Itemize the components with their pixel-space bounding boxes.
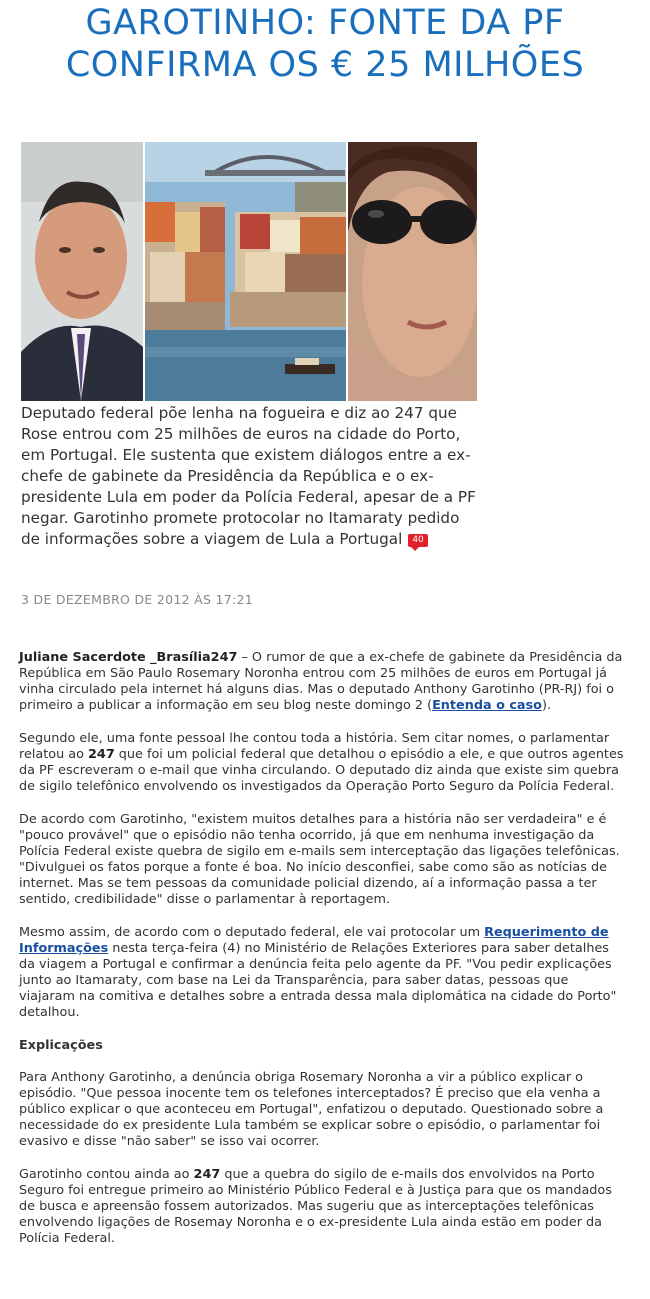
paragraph-6-text-b: que a quebra do sigilo de e-mails dos envolvidos na Porto Seguro foi entregue primeiro ao Ministério Público Federal e à Justiça para que os mandados de busca e apreensão fossem autorizados. Mas sugeriu que as interceptações telefônicas envolvendo ligações de Rosemay Noronha e o ex-presidente Lula ainda estão em poder da Polícia Federal. — [19, 1167, 612, 1246]
requerimento-link[interactable]: Requerimento de Informações — [19, 925, 609, 956]
paragraph-4-text-a: Mesmo assim, de acordo com o deputado federal, ele vai protocolar um — [19, 925, 485, 940]
comment-count-badge[interactable]: 40 — [408, 534, 427, 547]
section-heading-explicacoes: Explicações — [19, 1038, 103, 1053]
entenda-o-caso-link[interactable]: Entenda o caso — [432, 698, 542, 713]
paragraph-4 — [19, 925, 624, 1021]
article-body — [19, 650, 624, 1264]
paragraph-5: Para Anthony Garotinho, a denúncia obriga Rosemary Noronha a vir a público explicar o episódio. "Que pessoa inocente tem os telefones interceptados? É preciso que ela venha a público explicar o que aconteceu em Portugal", enfatizou o deputado. Questionado sobre a necessidade do ex presidente Lula também se explicar sobre o episódio, o parlamentar foi evasivo e disse "não saber" se isso vai ocorrer. — [19, 1070, 604, 1149]
paragraph-4-text-b: nesta terça-feira (4) no Ministério de Relações Exteriores para saber detalhes da viagem a Portugal e confirmar a denúncia feita pelo agente da PF. "Vou pedir explicações junto ao Itamaraty, com base na Lei da Transparência, para saber datas, pessoas que viajaram na comitiva e detalhes sobre a entrada dessa mala diplomática na cidade do Porto" detalhou. — [19, 941, 617, 1020]
article-date: 3 DE DEZEMBRO DE 2012 ÀS 17:21 — [21, 592, 254, 607]
paragraph-2-text-b: que foi um policial federal que detalhou o episódio a ele, e que outros agentes da PF escreveram o e-mail que vinha circulando. O deputado diz ainda que existe sim quebra de sigilo telefônico envolvendo os investigados da Operação Porto Seguro da Polícia Federal. — [19, 747, 624, 794]
article-photo-collage[interactable] — [21, 142, 477, 401]
paragraph-2 — [19, 731, 624, 795]
paragraph-6-text-a: Garotinho contou ainda ao — [19, 1167, 194, 1182]
paragraph-1-text: – O rumor de que a ex-chefe de gabinete da Presidência da República em São Paulo Rosemary Noronha entrou com 25 milhões de euros em Portugal já vinha circulado pela internet há alguns dias. Mas o deputado Anthony Garotinho (PR-RJ) foi o primeiro a publicar a informação em seu blog neste domingo 2 ( — [19, 650, 623, 713]
paragraph-3: De acordo com Garotinho, "existem muitos detalhes para a história não ser verdadeira" e é "pouco provável" que o episódio não tenha ocorrido, já que em nenhuma investigação da Polícia Federal existe quebra de sigilo em e-mails sem interceptação das ligações telefônicas. "Divulguei os fatos porque a fonte é boa. No início desconfiei, sabe como são as notícias de internet. Mas se tem pessoas da comunidade policial dizendo, aí a informação passa a ter sentido, credibilidade" disse o parlamentar à reportagem. — [19, 812, 620, 907]
photo-porto-city — [145, 142, 346, 401]
paragraph-2-bold: 247 — [88, 747, 115, 762]
subtitle-text: Deputado federal põe lenha na fogueira e diz ao 247 que Rose entrou com 25 milhões de euros na cidade do Porto, em Portugal. Ele sustenta que existem diálogos entre a ex-chefe de gabinete da Presidência da República e o ex-presidente Lula em poder da Polícia Federal, apesar de a PF negar. Garotinho promete protocolar no Itamaraty pedido de informações sobre a viagem de Lula a Portugal — [21, 404, 476, 548]
photo-politician-portrait — [21, 142, 143, 401]
article-author: Juliane Sacerdote _Brasília247 — [19, 650, 238, 665]
paragraph-2-text-a: Segundo ele, uma fonte pessoal lhe contou toda a história. Sem citar nomes, o parlamentar relatou ao — [19, 731, 610, 762]
photo-woman-sunglasses — [348, 142, 477, 401]
paragraph-1 — [19, 650, 624, 714]
paragraph-6 — [19, 1167, 624, 1247]
paragraph-1-end: ). — [541, 698, 552, 713]
article-title: GAROTINHO: FONTE DA PF CONFIRMA OS € 25 MILHÕES — [65, 3, 585, 85]
article-subtitle — [21, 403, 479, 550]
paragraph-6-bold: 247 — [193, 1167, 221, 1182]
